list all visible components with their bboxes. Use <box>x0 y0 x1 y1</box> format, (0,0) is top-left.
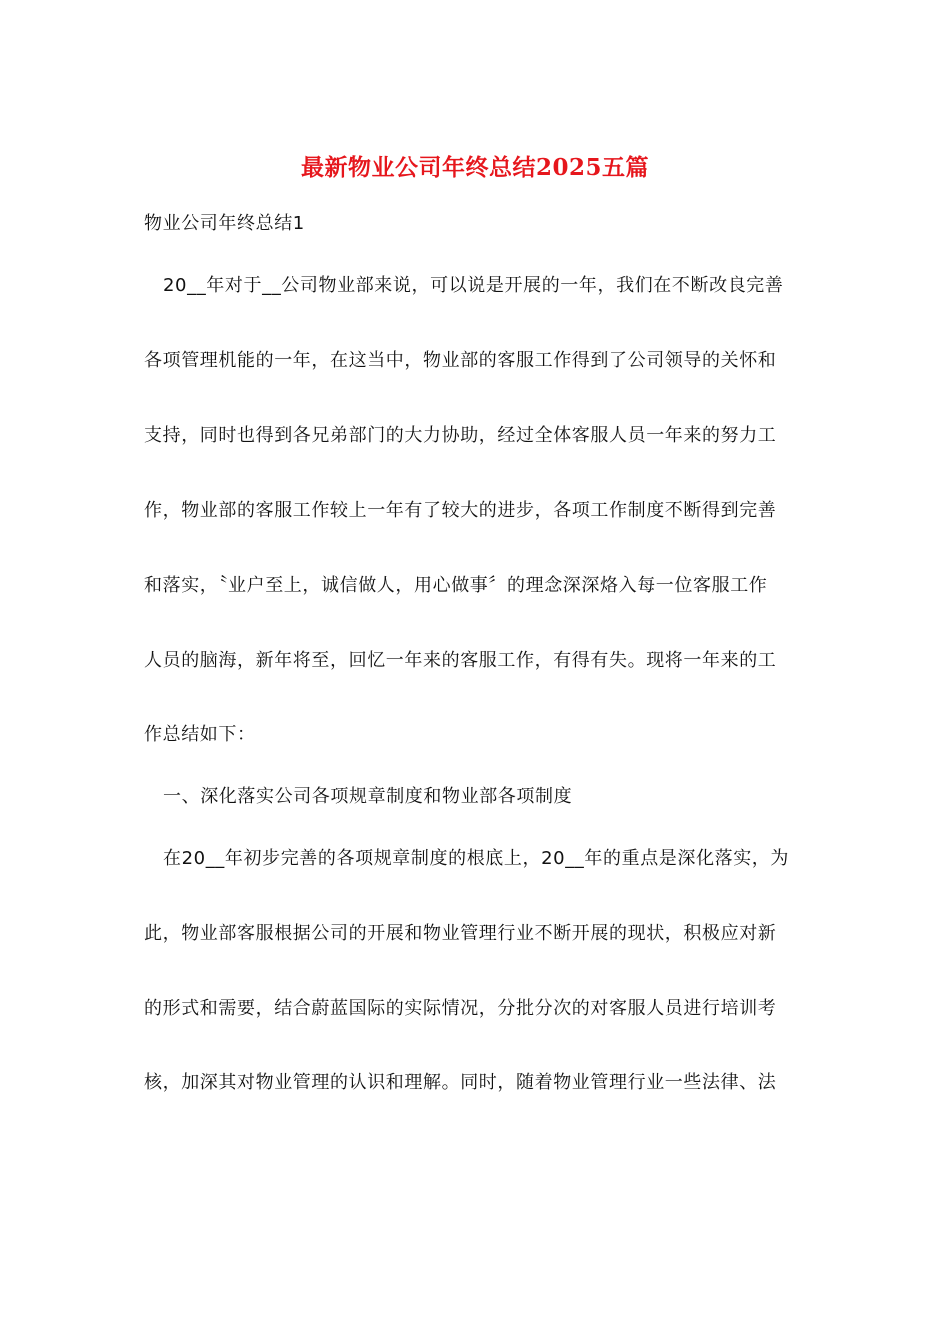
section-subtitle: 物业公司年终总结1 <box>144 213 305 234</box>
paragraph-line: 人员的脑海，新年将至，回忆一年来的客服工作，有得有失。现将一年来的工 <box>144 650 777 671</box>
paragraph-line: 此，物业部客服根据公司的开展和物业管理行业不断开展的现状，积极应对新 <box>144 923 777 944</box>
paragraph-line: 和落实，〝业户至上，诚信做人，用心做事〞的理念深深烙入每一位客服工作 <box>144 575 768 596</box>
paragraph-line: 20__年对于__公司物业部来说，可以说是开展的一年，我们在不断改良完善 <box>163 275 784 296</box>
paragraph-line: 作，物业部的客服工作较上一年有了较大的进步，各项工作制度不断得到完善 <box>144 500 777 521</box>
paragraph-line: 支持，同时也得到各兄弟部门的大力协助，经过全体客服人员一年来的努力工 <box>144 425 777 446</box>
section-heading: 一、深化落实公司各项规章制度和物业部各项制度 <box>163 786 573 807</box>
paragraph-line: 在20__年初步完善的各项规章制度的根底上，20__年的重点是深化落实，为 <box>163 848 790 869</box>
paragraph-line: 核，加深其对物业管理的认识和理解。同时，随着物业管理行业一些法律、法 <box>144 1072 777 1093</box>
document-title: 最新物业公司年终总结2025五篇 <box>300 154 649 181</box>
paragraph-line: 各项管理机能的一年，在这当中，物业部的客服工作得到了公司领导的关怀和 <box>144 350 777 371</box>
paragraph-line: 的形式和需要，结合蔚蓝国际的实际情况，分批分次的对客服人员进行培训考 <box>144 998 777 1019</box>
paragraph-line: 作总结如下： <box>144 724 256 745</box>
